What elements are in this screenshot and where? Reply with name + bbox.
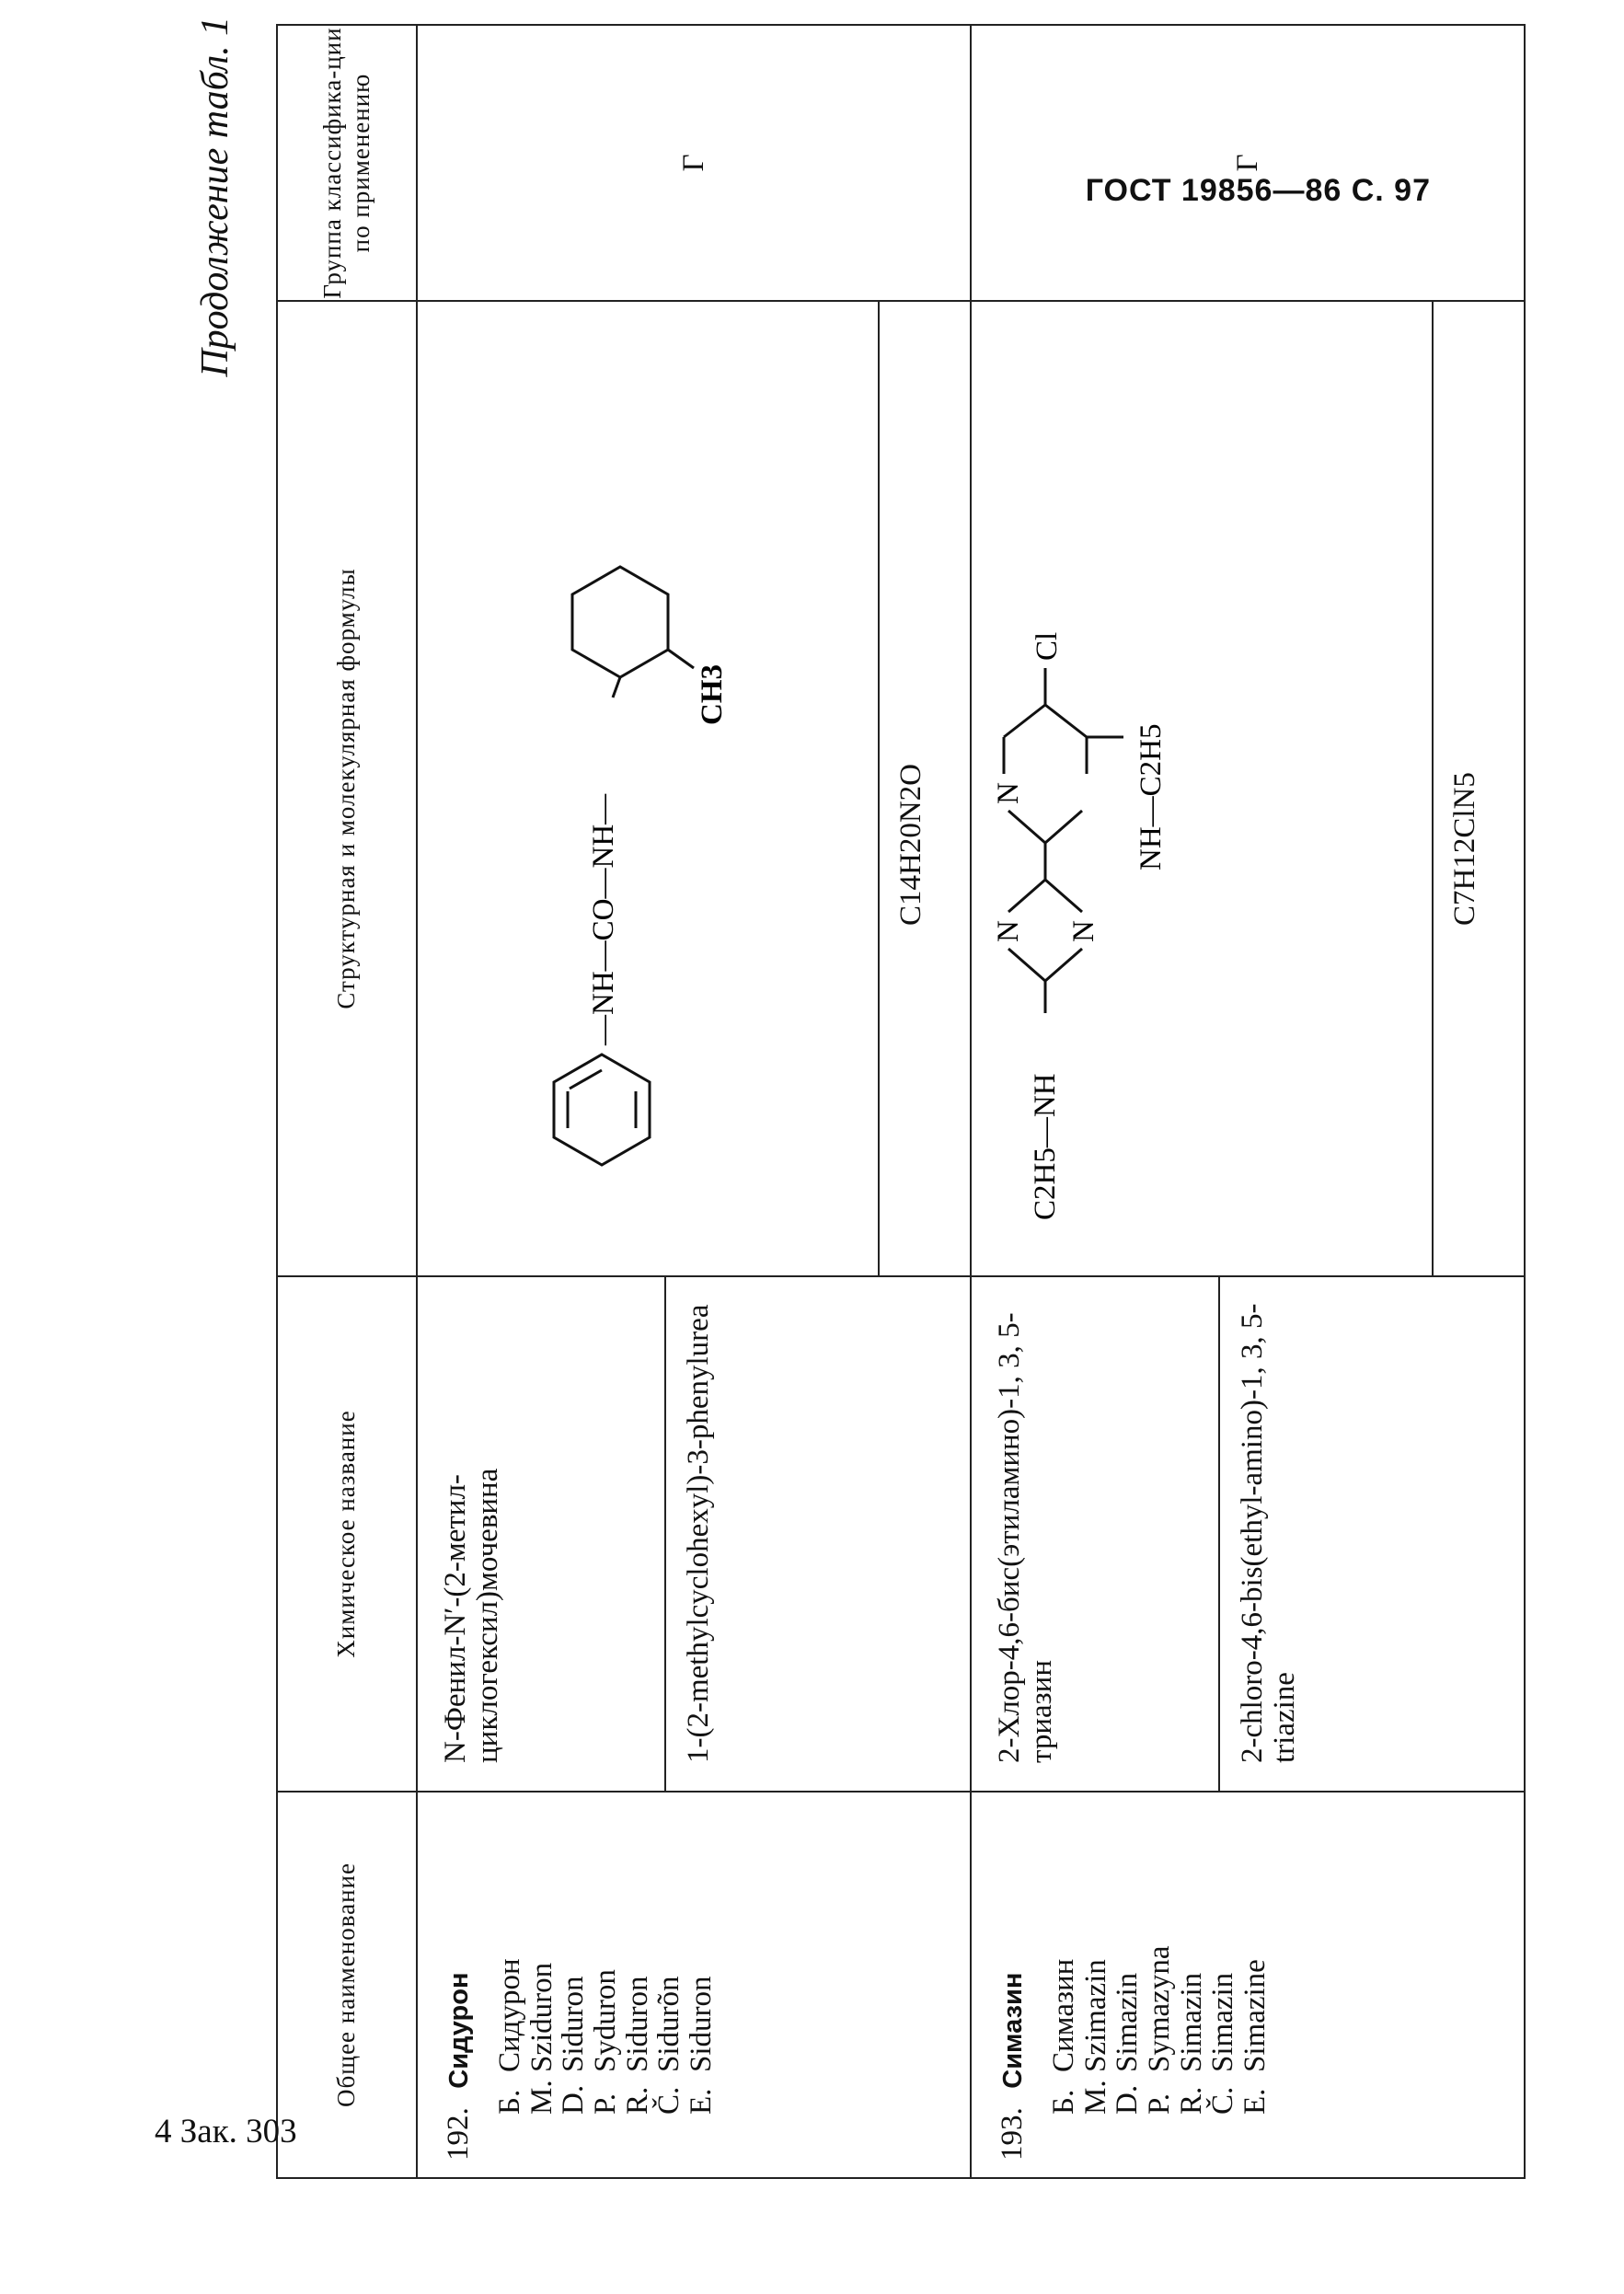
list-item: D.Siduron [557, 1976, 591, 2115]
chemical-table [276, 24, 1526, 2179]
molecular-formula: C14H20N2O [878, 302, 970, 1275]
list-item: E.Siduron [684, 1976, 718, 2115]
list-item: E.Simazine [1238, 1959, 1272, 2115]
list-item: R.Simazin [1174, 1972, 1208, 2115]
group-cell: Г [971, 25, 1525, 301]
right-substituent-label: NH—C2H5 [1134, 723, 1168, 870]
chemical-name-ru: 2-Хлор-4,6-бис(этиламино)-1, 3, 5-триазин [972, 1277, 1220, 1791]
chlorine-label: Cl [1031, 631, 1064, 661]
table-row [971, 25, 1525, 2178]
list-item: P.Syduron [588, 1969, 622, 2115]
rotated-table-area [193, 0, 1527, 2179]
left-substituent-label: C2H5—NH [1029, 1073, 1062, 1220]
molecular-formula: C7H12ClN5 [1432, 302, 1524, 1275]
formula-cell [971, 301, 1525, 1276]
common-name-cell [417, 1792, 971, 2178]
structural-formula [972, 302, 1432, 1275]
list-item: М.Szimazin [1078, 1959, 1112, 2115]
table-row [417, 25, 971, 2178]
col-common-name: Общее наименование [277, 1792, 417, 2178]
urea-bridge-label: —NH—CO—NH— [587, 793, 620, 1045]
list-item: Б.Сидурон [493, 1958, 526, 2115]
group-cell: Г [417, 25, 971, 301]
common-name-cell [971, 1792, 1525, 2178]
entry-title: Симазин [998, 1972, 1028, 2089]
col-group: Группа классифика-ции по применению [277, 25, 417, 301]
col-formula: Структурная и молекулярная формулы [277, 301, 417, 1276]
list-item: Č.Simazin [1206, 1972, 1240, 2115]
page-footer: 4 Зак. 303 [155, 2113, 297, 2150]
chemical-name-ru: N-Фенил-N′-(2-метил-циклогексил)мочевина [418, 1277, 666, 1791]
ring-nitrogen: N [1067, 920, 1100, 942]
col-chemical-name: Химическое название [277, 1276, 417, 1792]
list-item: М.Sziduron [524, 1962, 559, 2115]
ring-nitrogen: N [992, 920, 1025, 942]
list-item: P.Symazyna [1142, 1945, 1176, 2115]
chemical-name-cell [971, 1276, 1525, 1792]
list-item: Č.Sidurõn [652, 1976, 686, 2115]
list-item: R.Siduron [620, 1976, 654, 2115]
formula-cell [417, 301, 971, 1276]
entry-title: Сидурон [444, 1972, 474, 2089]
entry-number: 193. [996, 2107, 1029, 2161]
entry-number: 192. [442, 2107, 475, 2161]
list-item: Б.Симазин [1047, 1958, 1080, 2115]
ring-nitrogen: N [992, 782, 1025, 804]
simazine-structure [972, 300, 1432, 1275]
ch3-label: CH3 [696, 664, 729, 725]
chemical-name-cell [417, 1276, 971, 1792]
page-header: ГОСТ 19856—86 С. 97 [1085, 173, 1431, 208]
chemical-name-en: 1-(2-methylcyclohexyl)-3-phenylurea [682, 1304, 715, 1763]
chemical-name-en: 2-chloro-4,6-bis(ethyl-amino)-1, 3, 5-triazine [1236, 1303, 1301, 1763]
list-item: D.Simazin [1111, 1972, 1145, 2115]
table-continuation-label: Продолжение табл. 1 [194, 17, 236, 377]
table-header-row [277, 25, 417, 2178]
siduron-structure [418, 300, 786, 1275]
structural-formula [418, 302, 878, 1275]
